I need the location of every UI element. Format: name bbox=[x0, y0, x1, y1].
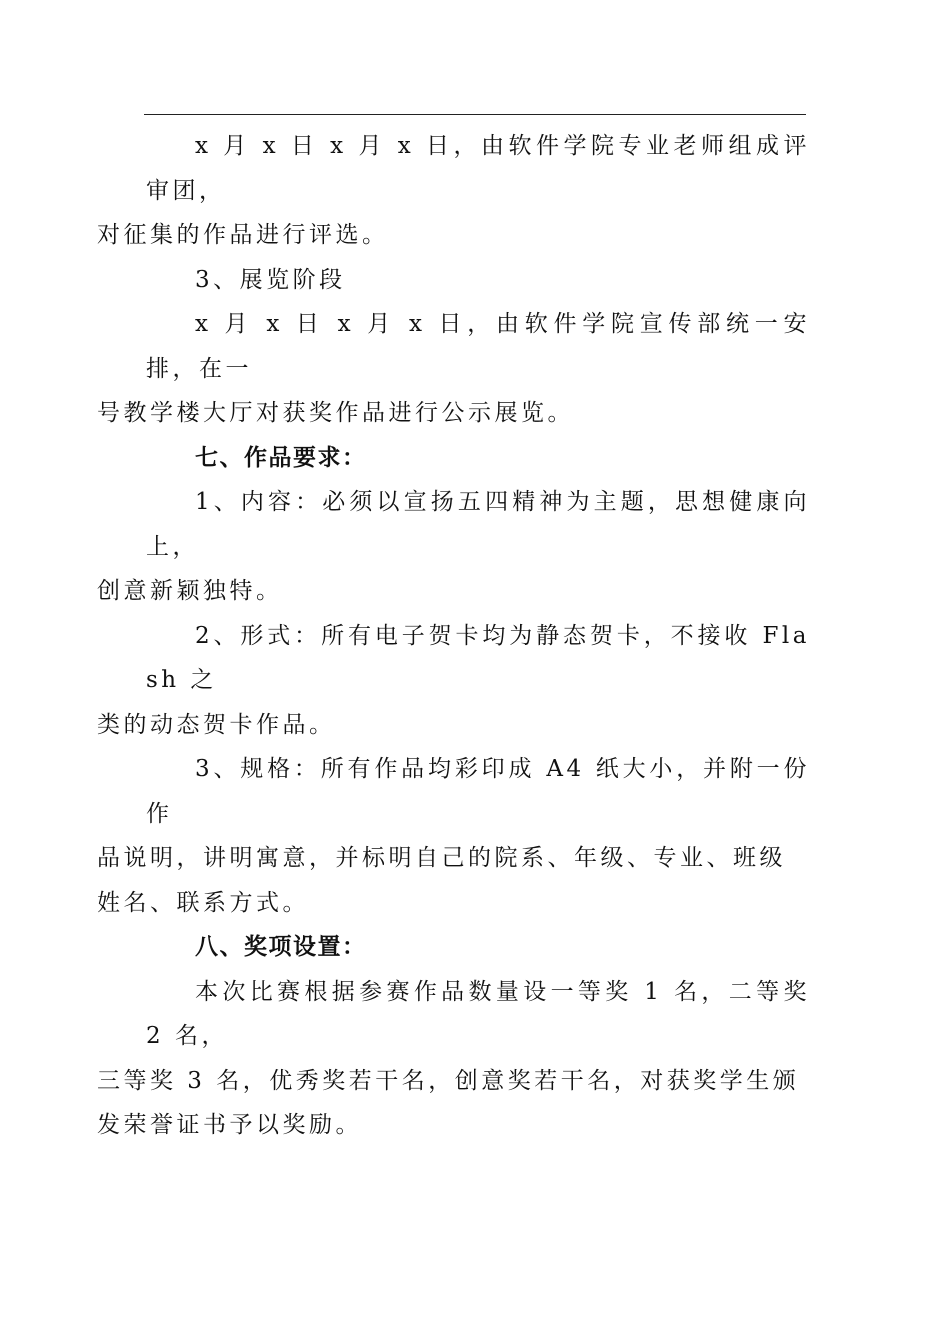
section-heading-awards bbox=[146, 925, 810, 970]
section-heading-requirements bbox=[146, 436, 810, 481]
text-line: 发荣誉证书予以奖励。 bbox=[97, 1112, 362, 1138]
text-line: 创意新颖独特。 bbox=[97, 578, 283, 604]
text-line: 3、规格：所有作品均彩印成 A4 纸大小，并附一份作 bbox=[146, 756, 810, 827]
text-line: 本次比赛根据参赛作品数量设一等奖 1 名，二等奖 2 名， bbox=[146, 978, 810, 1049]
text-line: 对征集的作品进行评选。 bbox=[97, 222, 389, 248]
text-line: 1、内容：必须以宣扬五四精神为主题，思想健康向上， bbox=[146, 489, 810, 560]
header-rule bbox=[144, 114, 806, 115]
text-line: 品说明，讲明寓意，并标明自己的院系、年级、专业、班级 bbox=[97, 845, 786, 871]
document-body bbox=[97, 124, 810, 1148]
text-line: 3、展览阶段 bbox=[195, 266, 346, 293]
text-line: x 月 x 日 x 月 x 日，由软件学院专业老师组成评审团， bbox=[146, 133, 810, 204]
paragraph-exhibition-stage bbox=[97, 302, 810, 436]
paragraph-review-stage bbox=[97, 124, 810, 258]
heading-text: 八、奖项设置： bbox=[195, 934, 367, 960]
heading-text: 七、作品要求： bbox=[195, 444, 367, 471]
paragraph-spec-requirement bbox=[97, 747, 810, 925]
paragraph-exhibition-title bbox=[146, 258, 810, 303]
paragraph-format-requirement bbox=[97, 614, 810, 748]
text-line: 号教学楼大厅对获奖作品进行公示展览。 bbox=[97, 400, 574, 426]
text-line: 三等奖 3 名，优秀奖若干名，创意奖若干名，对获奖学生颁 bbox=[97, 1067, 800, 1094]
text-line: 姓名、联系方式。 bbox=[97, 889, 309, 916]
paragraph-content-requirement bbox=[97, 480, 810, 614]
text-line: 类的动态贺卡作品。 bbox=[97, 711, 336, 738]
text-line: x 月 x 日 x 月 x 日，由软件学院宣传部统一安排，在一 bbox=[146, 311, 810, 382]
text-line: 2、形式：所有电子贺卡均为静态贺卡，不接收 Flash 之 bbox=[146, 622, 810, 693]
paragraph-awards bbox=[97, 970, 810, 1148]
